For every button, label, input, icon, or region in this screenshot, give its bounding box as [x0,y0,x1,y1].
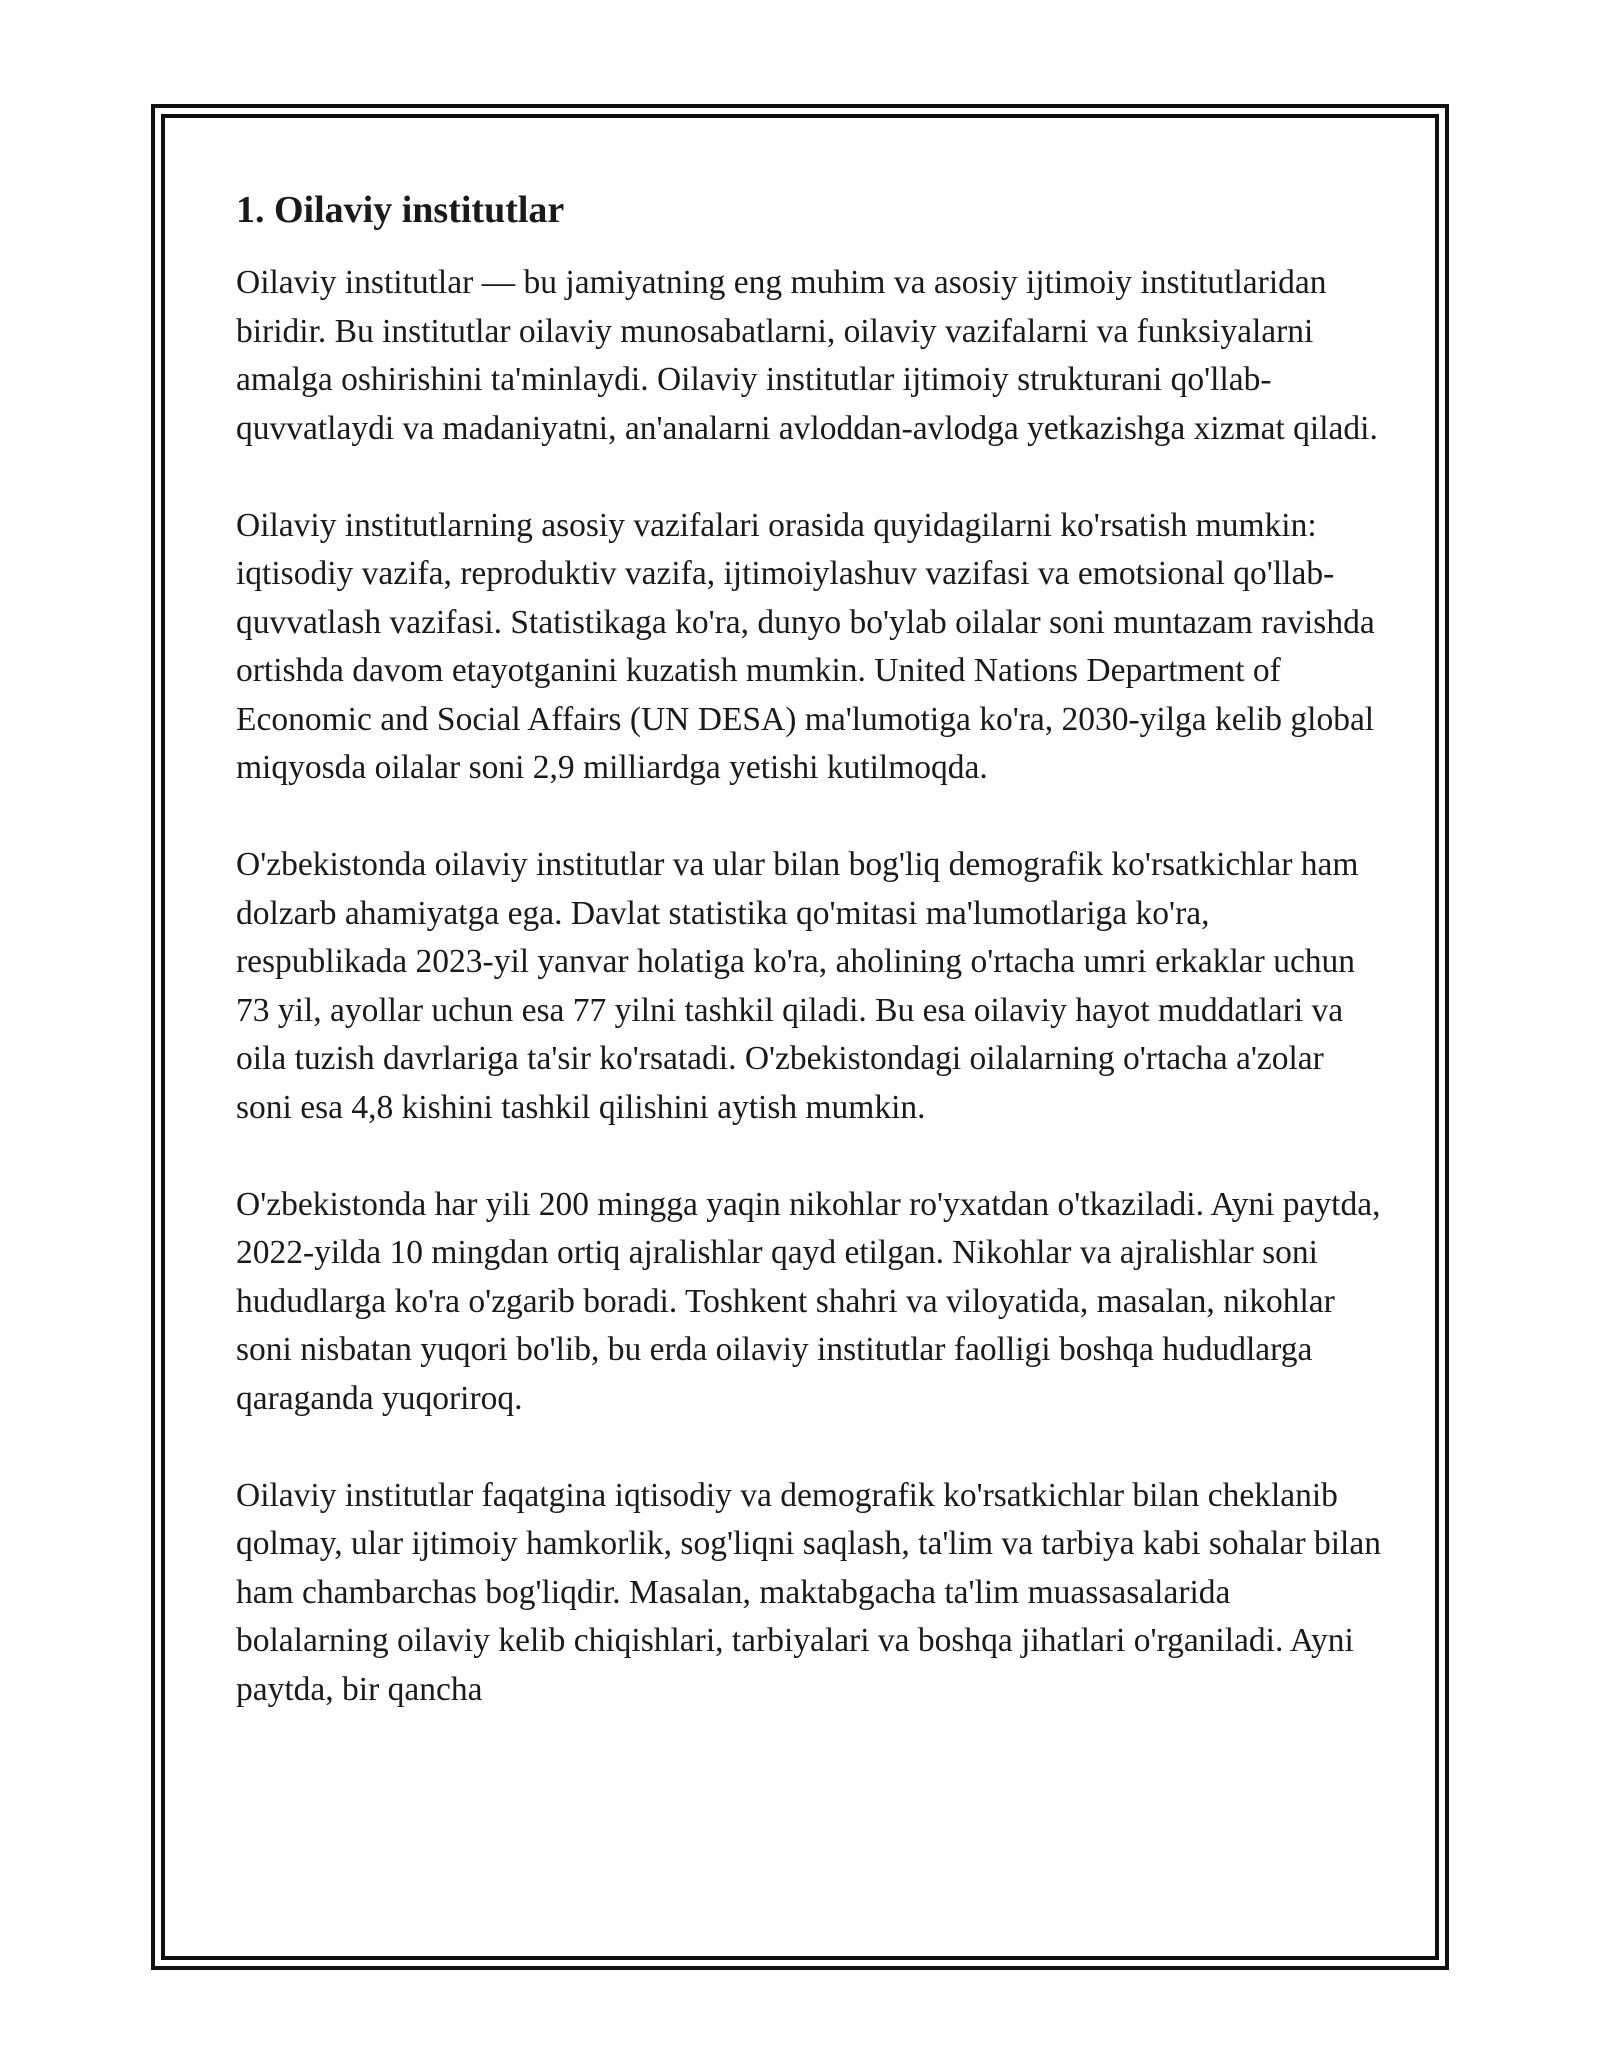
paragraph-4: O'zbekistonda har yili 200 mingga yaqin nikohlar ro'yxatdan o'tkaziladi. Ayni paytda, 2022-yilda 10 mingdan ortiq ajralishlar qayd etilgan. Nikohlar va ajralishlar soni hududlarga ko'ra o'zgarib boradi. Toshkent shahri va viloyatida, masalan, nikohlar soni nisbatan yuqori bo'lib, bu erda oilaviy institutlar faolligi boshqa hududlarga qaraganda yuqoriroq. [236,1185,1381,1417]
paragraph-5: Oilaviy institutlar faqatgina iqtisodiy va demografik ko'rsatkichlar bilan cheklanib qolmay, ular ijtimoiy hamkorlik, sog'liqni saqlash, ta'lim va tarbiya kabi sohalar bilan ham chambarchas bog'liqdir. Masalan, maktabgacha ta'lim muassasalarida bolalarning oilaviy kelib chiqishlari, tarbiyalari va boshqa jihatlari o'rganiladi. Ayni paytda, bir qancha [236,1476,1381,1708]
document-body [236,185,1386,1714]
paragraph-2: Oilaviy institutlarning asosiy vazifalari orasida quyidagilarni ko'rsatish mumkin: iqtisodiy vazifa, reproduktiv vazifa, ijtimoiylashuv vazifasi va emotsional qo'llab-quvvatlash vazifasi. Statistikaga ko'ra, dunyo bo'ylab oilalar soni muntazam ravishda ortishda davom etayotganini kuzatish mumkin. United Nations Department of Economic and Social Affairs (UN DESA) ma'lumotiga ko'ra, 2030-yilga kelib global miqyosda oilalar soni 2,9 milliardga yetishi kutilmoqda. [236,506,1375,786]
heading-spacer [236,235,1386,259]
section-heading: 1. Oilaviy institutlar [236,189,565,231]
paragraph-1: Oilaviy institutlar — bu jamiyatning eng muhim va asosiy ijtimoiy institutlaridan biridir. Bu institutlar oilaviy munosabatlarni, oilaviy vazifalarni va funksiyalarni amalga oshirishini ta'minlaydi. Oilaviy institutlar ijtimoiy strukturani qo'llab-quvvatlaydi va madaniyatni, an'analarni avloddan-avlodga yetkazishga xizmat qiladi. [236,264,1378,447]
paragraph-3: O'zbekistonda oilaviy institutlar va ular bilan bog'liq demografik ko'rsatkichlar ham dolzarb ahamiyatga ega. Davlat statistika qo'mitasi ma'lumotlariga ko'ra, respublikada 2023-yil yanvar holatiga ko'ra, aholining o'rtacha umri erkaklar uchun 73 yil, ayollar uchun esa 77 yilni tashkil qiladi. Bu esa oilaviy hayot muddatlari va oila tuzish davrlariga ta'sir ko'rsatadi. O'zbekistondagi oilalarning o'rtacha a'zolar soni esa 4,8 kishini tashkil qilishini aytish mumkin. [236,846,1359,1126]
